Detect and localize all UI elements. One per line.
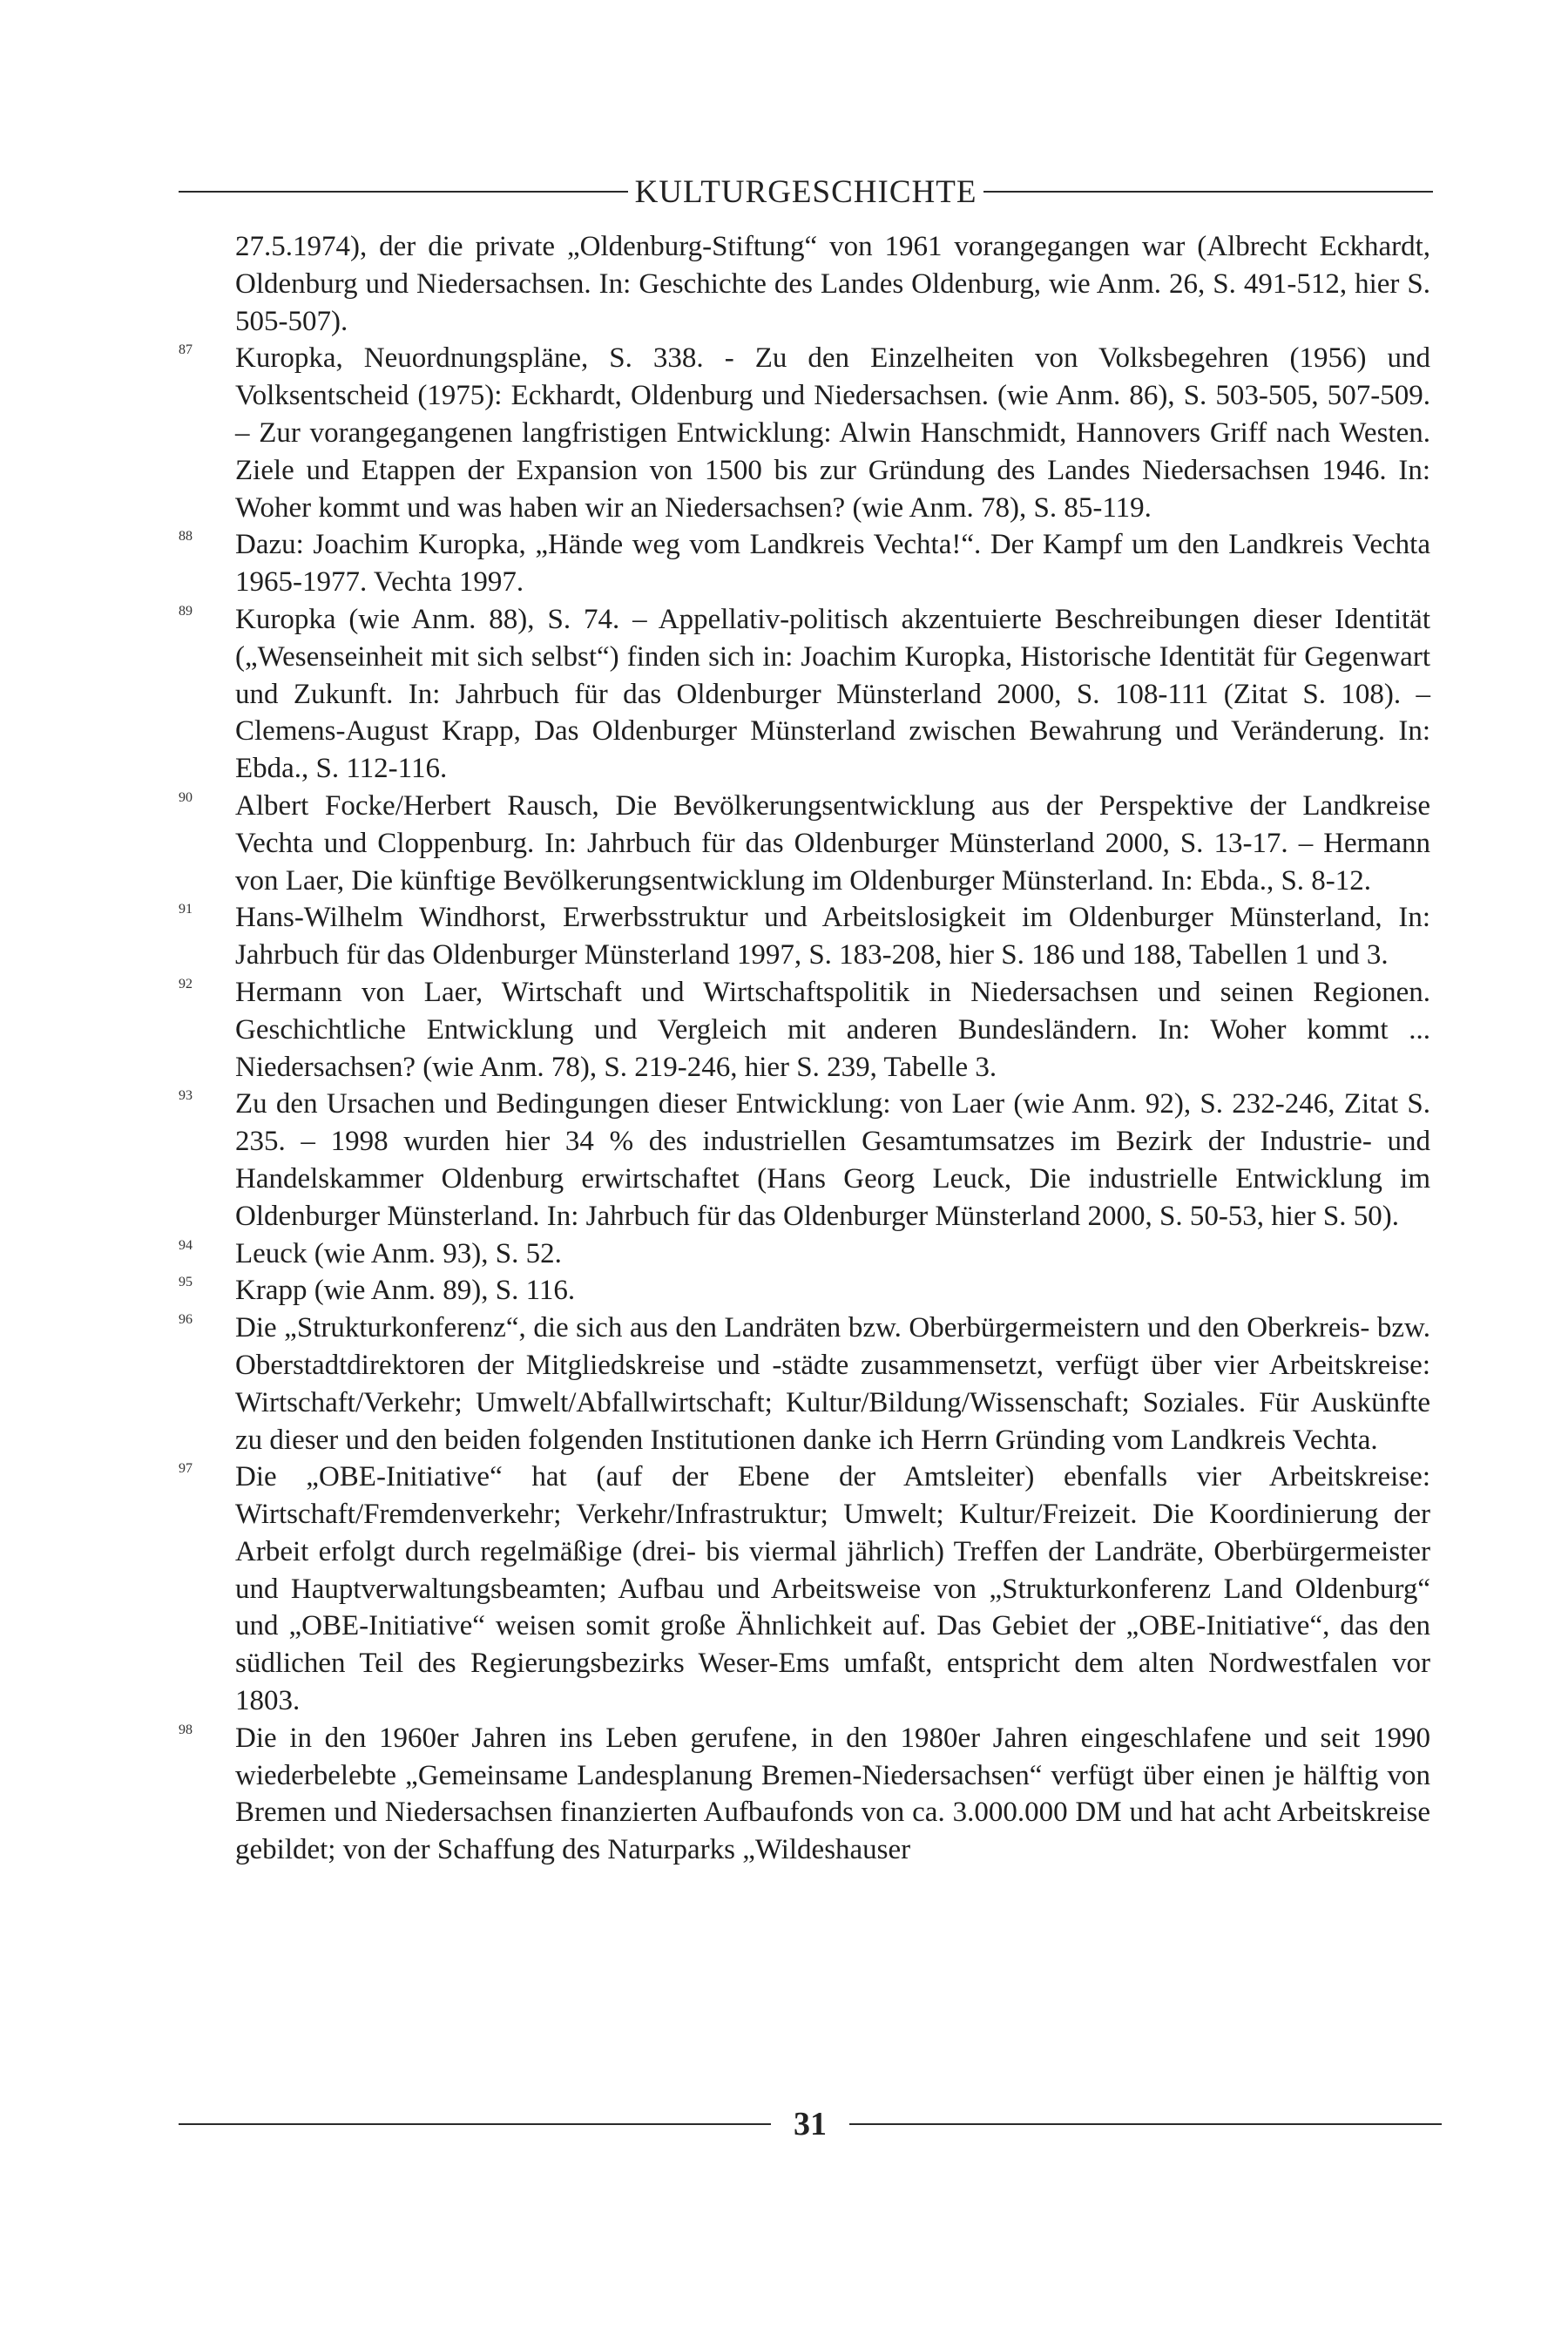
footnote-number: 92 [179,976,193,992]
footnote [179,1720,1430,1869]
footnote [179,1086,1430,1235]
footnote [179,526,1430,601]
footnote-text: Dazu: Joachim Kuropka, „Hände weg vom Landkreis Vechta!“. Der Kampf um den Landkreis Vechta 1965-1977. Vechta 1997. [235,529,1430,599]
footer-rule-left [179,2123,771,2125]
footnote-number: 94 [179,1237,193,1253]
footnote-number: 90 [179,789,193,805]
footnote-text: Kuropka, Neuordnungspläne, S. 338. - Zu den Einzelheiten von Volksbegehren (1956) und Volksentscheid (1975): Eckhardt, Oldenburg und Niedersachsen. (wie Anm. 86), S. 503-505, 507-509. – Zur vorangegangenen langfristigen Entwicklung: Alwin Hanschmidt, Hannovers Griff nach Westen. Ziele und Etappen der Expansion von 1500 bis zur Gründung des Landes Niedersachsen 1946. In: Woher kommt und was haben wir an Niedersachsen? (wie Anm. 78), S. 85-119. [235,342,1430,524]
footnote [179,1459,1430,1720]
footnote-number: 98 [179,1722,193,1737]
footnote [179,1310,1430,1459]
footnote-number: 87 [179,342,193,358]
footnote-text: Die „OBE-Initiative“ hat (auf der Ebene der Amtsleiter) ebenfalls vier Arbeitskreise: Wirtschaft/Fremdenverkehr; Verkehr/Infrastruktur; Umwelt; Kultur/Freizeit. Die Koordinierung der Arbeit erfolgt durch regelmäßige (drei- bis viermal jährlich) Treffen der Landräte, Oberbürgermeister und Hauptverwaltungsbeamten; Aufbau und Arbeitsweise von „Strukturkonferenz Land Oldenburg“ und „OBE-Initiative“ weisen somit große Ähnlichkeit auf. Das Gebiet der „OBE-Initiative“, das den südlichen Teil des Regierungsbezirks Weser-Ems umfaßt, entspricht dem alten Nordwestfalen vor 1803. [235,1461,1430,1717]
footnote-number: 88 [179,529,193,545]
footnote [179,1272,1430,1310]
page-footer [179,2100,1442,2149]
footnote-number: 89 [179,603,193,619]
footnote-number: 93 [179,1088,193,1104]
footnote-text: Albert Focke/Herbert Rausch, Die Bevölkerungsentwicklung aus der Perspektive der Landkreise Vechta und Cloppenburg. In: Jahrbuch für das Oldenburger Münsterland 2000, S. 13-17. – Hermann von Laer, Die künftige Bevölkerungsentwicklung im Oldenburger Münsterland. In: Ebda., S. 8-12. [235,789,1430,897]
footnote-list [179,340,1430,1869]
footnote [179,788,1430,899]
header-rule-left [179,191,628,193]
footnote-number: 91 [179,902,193,917]
header-rule-right [983,191,1433,193]
footnote [179,974,1430,1086]
footnote-text: Die in den 1960er Jahren ins Leben gerufene, in den 1980er Jahren eingeschlafene und seit 1990 wiederbelebte „Gemeinsame Landesplanung Bremen-Niedersachsen“ verfügt über einen je hälftig von Bremen und Niedersachsen finanzierten Aufbaufonds von ca. 3.000.000 DM und hat acht Arbeitskreise gebildet; von der Schaffung des Naturparks „Wildeshauser [235,1722,1430,1866]
page-number: 31 [794,2106,827,2142]
footnote-section [179,228,1430,1869]
running-header-title: KULTURGESCHICHTE [634,173,977,210]
footnote-number: 95 [179,1275,193,1290]
footnote-text: Hans-Wilhelm Windhorst, Erwerbsstruktur und Arbeitslosigkeit im Oldenburger Münsterland, In: Jahrbuch für das Oldenburger Münsterland 1997, S. 183-208, hier S. 186 und 188, Tabellen 1 und 3. [235,902,1430,971]
footnote-number: 97 [179,1461,193,1477]
footer-rule-right [849,2123,1442,2125]
footnote [179,601,1430,788]
footnote [179,899,1430,974]
footnote-text: Leuck (wie Anm. 93), S. 52. [235,1237,562,1269]
footnote-text: Hermann von Laer, Wirtschaft und Wirtschaftspolitik in Niedersachsen und seinen Regionen. Geschichtliche Entwicklung und Vergleich mit anderen Bundesländern. In: Woher kommt ... Niedersachsen? (wie Anm. 78), S. 219-246, hier S. 239, Tabelle 3. [235,976,1430,1083]
footnote [179,340,1430,526]
footnote-text: Die „Strukturkonferenz“, die sich aus den Landräten bzw. Oberbürgermeistern und den Oberkreis- bzw. Oberstadtdirektoren der Mitgliedskreise und -städte zusammensetzt, verfügt über vier Arbeitskreise: Wirtschaft/Verkehr; Umwelt/Abfallwirtschaft; Kultur/Bildung/Wissenschaft; Soziales. Für Auskünfte zu dieser und den beiden folgenden Institutionen danke ich Herrn Gründing vom Landkreis Vechta. [235,1312,1430,1456]
footnote-text: Kuropka (wie Anm. 88), S. 74. – Appellativ-politisch akzentuierte Beschreibungen dieser Identität („Wesenseinheit mit sich selbst“) finden sich in: Joachim Kuropka, Historische Identität für Gegenwart und Zukunft. In: Jahrbuch für das Oldenburger Münsterland 2000, S. 108-111 (Zitat S. 108). – Clemens-August Krapp, Das Oldenburger Münsterland zwischen Bewahrung und Veränderung. In: Ebda., S. 112-116. [235,603,1430,785]
footnote-text: Zu den Ursachen und Bedingungen dieser Entwicklung: von Laer (wie Anm. 92), S. 232-246, Zitat S. 235. – 1998 wurden hier 34 % des industriellen Gesamtumsatzes im Bezirk der Industrie- und Handelskammer Oldenburg erwirtschaftet (Hans Georg Leuck, Die industrielle Entwicklung im Oldenburger Münsterland. In: Jahrbuch für das Oldenburger Münsterland 2000, S. 50-53, hier S. 50). [235,1088,1430,1232]
footnote-text: Krapp (wie Anm. 89), S. 116. [235,1275,576,1307]
footnote-number: 96 [179,1312,193,1328]
footnote-continuation: 27.5.1974), der die private „Oldenburg-Stiftung“ von 1961 vorangegangen war (Albrecht Eckhardt, Oldenburg und Niedersachsen. In: Geschichte des Landes Oldenburg, wie Anm. 26, S. 491-512, hier S. 505-507). [235,231,1430,337]
running-header [179,167,1433,216]
footnote [179,1235,1430,1273]
